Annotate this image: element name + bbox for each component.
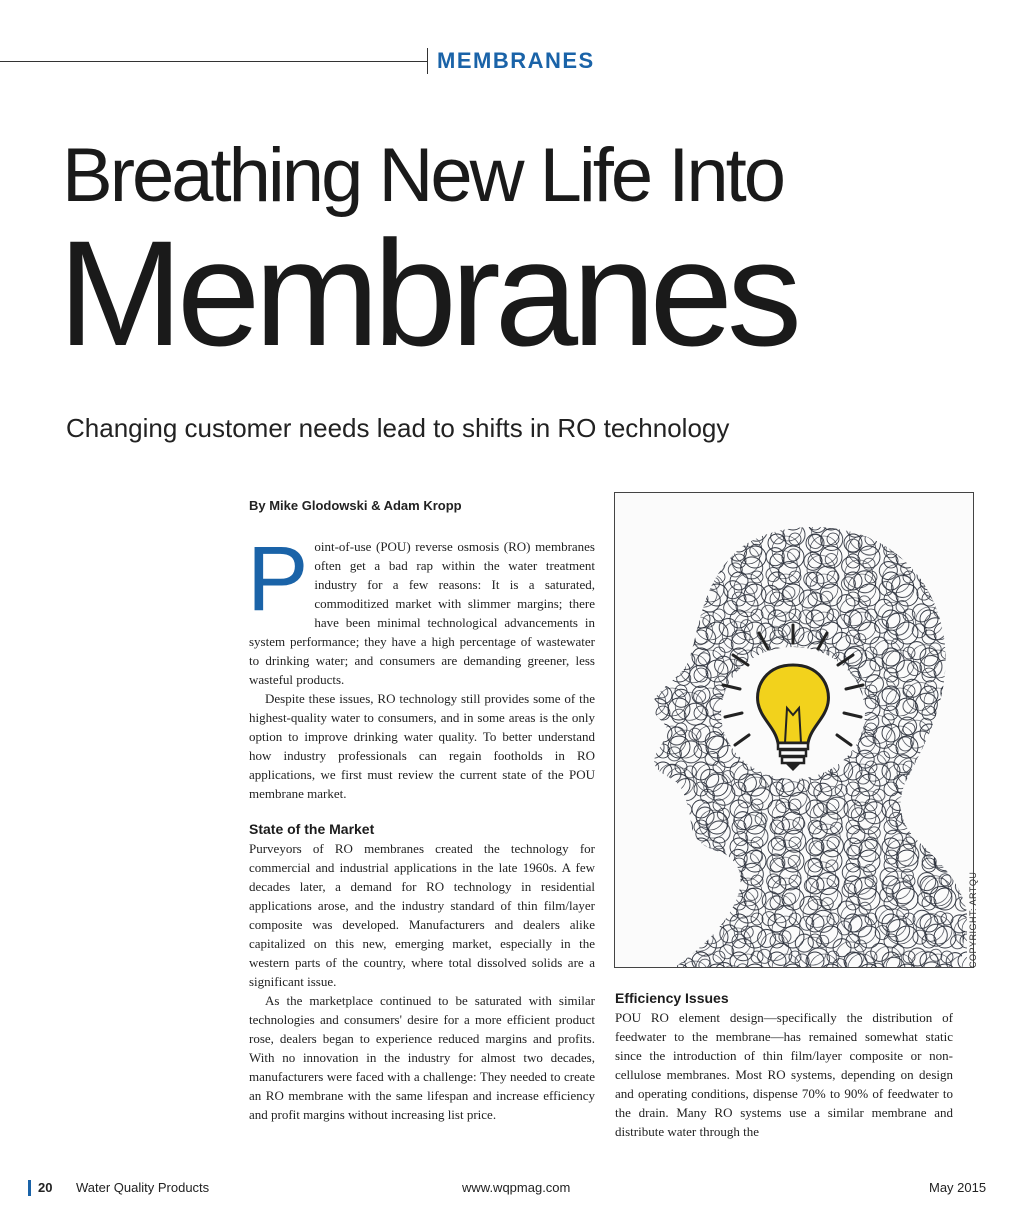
website-url: www.wqpmag.com	[462, 1180, 571, 1195]
issue-date: May 2015	[929, 1180, 987, 1195]
headline-line-2: Membranes	[58, 209, 796, 377]
deck-subtitle: Changing customer needs lead to shifts in RO technology	[66, 413, 730, 443]
head-lightbulb-illustration	[614, 492, 974, 968]
header-divider	[427, 48, 428, 74]
article-column-left	[249, 498, 595, 1124]
intro-paragraph-1: oint-of-use (POU) reverse osmosis (RO) membranes often get a bad rap within the water treatment industry for a few reasons: It is a saturated, commoditized market with slimmer margins; there have been minimal technological advancements in system performance; they have a high percentage of wastewater to drinking water; and consumers are demanding greener, less wasteful products.	[249, 539, 595, 687]
photo-credit: COPYRIGHT: ARTQU	[968, 871, 978, 968]
intro-text	[247, 528, 595, 803]
byline: By Mike Glodowski & Adam Kropp	[249, 498, 462, 513]
lightbulb-head-icon	[615, 493, 973, 967]
efficiency-paragraph-1: POU RO element design—specifically the distribution of feedwater to the membrane—has remained somewhat static since the introduction of thin film/layer composite or non-cellulose membranes. Most RO systems, depending on design and operating conditions, dispense 70% to 90% of feedwater to the drain. Many RO systems use a similar membrane and distribute water through the	[615, 1010, 953, 1139]
efficiency-heading: Efficiency Issues	[615, 990, 729, 1006]
page-number: 20	[38, 1180, 53, 1195]
article-column-right	[615, 990, 953, 1141]
footer-accent-bar	[28, 1180, 31, 1196]
state-of-market-paragraph-1: Purveyors of RO membranes created the technology for commercial and industrial applications in the late 1960s. A few decades later, a demand for RO technology in residential applications arose, and the industry standard of thin film/layer composite was developed. Manufacturers and dealers alike capitalized on this new, emerging market, especially in the western parts of the country, where total dissolved solids are a significant issue.	[249, 841, 595, 989]
drop-cap: P	[247, 528, 309, 630]
state-of-market-paragraph-2: As the marketplace continued to be saturated with similar technologies and consumers' desire for a more efficient product rose, dealers began to experience reduced margins and profits. With no innovation in the industry for almost two decades, manufacturers were faced with a challenge: They needed to create an RO membrane with the same lifespan and increase efficiency and profit margins without increasing list price.	[249, 993, 595, 1122]
headline-line-1: Breathing New Life Into	[62, 133, 784, 218]
efficiency-text	[615, 1008, 953, 1141]
state-of-market-heading: State of the Market	[249, 821, 375, 837]
intro-paragraph-2: Despite these issues, RO technology still provides some of the highest-quality water to consumers, and in some areas is the only option to improve drinking water quality. To better understand how industry professionals can regain footholds in RO applications, we first must review the current state of the POU membrane market.	[249, 691, 595, 801]
section-label: MEMBRANES	[437, 48, 595, 73]
state-of-market-text	[249, 839, 595, 1124]
header-rule	[0, 61, 428, 62]
publication-name: Water Quality Products	[76, 1180, 210, 1195]
